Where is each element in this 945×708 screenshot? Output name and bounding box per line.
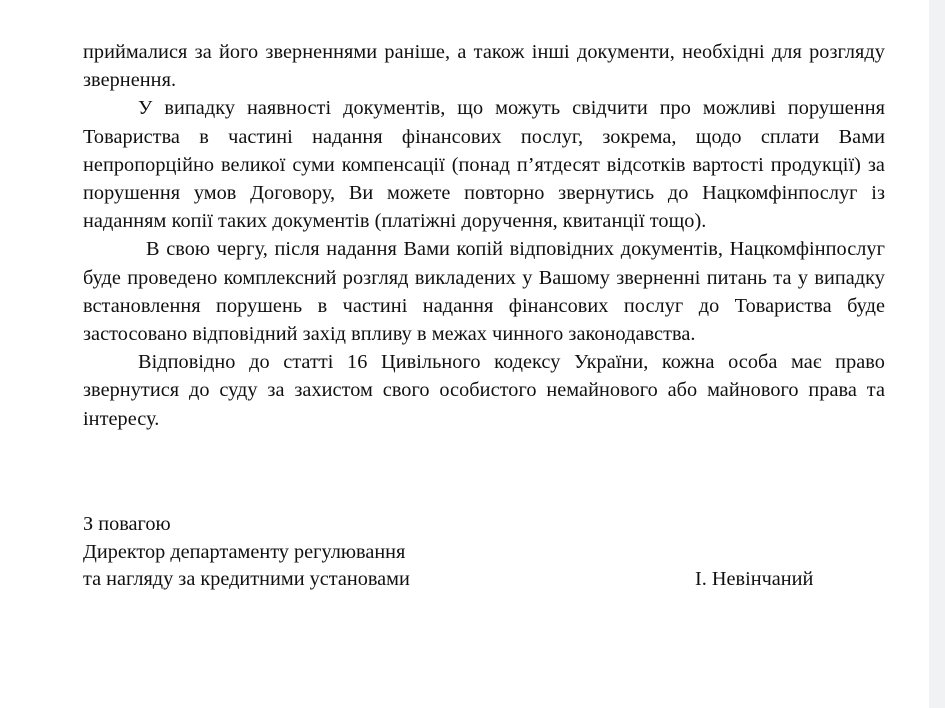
viewer-right-gutter <box>929 0 945 708</box>
document-body <box>83 38 885 433</box>
signatory-title-line-1: Директор департаменту регулювання <box>83 540 406 563</box>
closing-block <box>83 511 885 594</box>
signatory-name: І. Невінчаний <box>695 568 814 590</box>
signature-row <box>83 566 885 594</box>
closing-salutation: З повагою <box>83 513 171 535</box>
paragraph-civil-code-article-16: Відповідно до статті 16 Цивільного кодексу України, кожна особа має право звернутися до суду за захистом свого особистого немайнового або майнового права та інтересу. <box>83 351 885 430</box>
paragraph-review-process: В свою чергу, після надання Вами копій відповідних документів, Нацкомфінпослуг буде проведено комплексний розгляд викладених у Вашому зверненні питань та у випадку встановлення порушень в частині надання фінансових послуг до Товариства буде застосовано відповідний захід впливу в межах чинного законодавства. <box>83 238 885 346</box>
paragraph-continued: приймалися за його зверненнями раніше, а також інші документи, необхідні для розгляду звернення. <box>83 41 885 92</box>
paragraph-documents-available: У випадку наявності документів, що можуть свідчити про можливі порушення Товариства в частині надання фінансових послуг, зокрема, щодо сплати Вами непропорційно великої суми компенсації (понад п’ятдесят відсотків вартості продукції) за порушення умов Договору, Ви можете повторно звернутись до Нацкомфінпослуг із наданням копії таких документів (платіжні доручення, квитанції тощо). <box>83 97 885 233</box>
signatory-title-line-2: та нагляду за кредитними установами <box>83 568 410 590</box>
